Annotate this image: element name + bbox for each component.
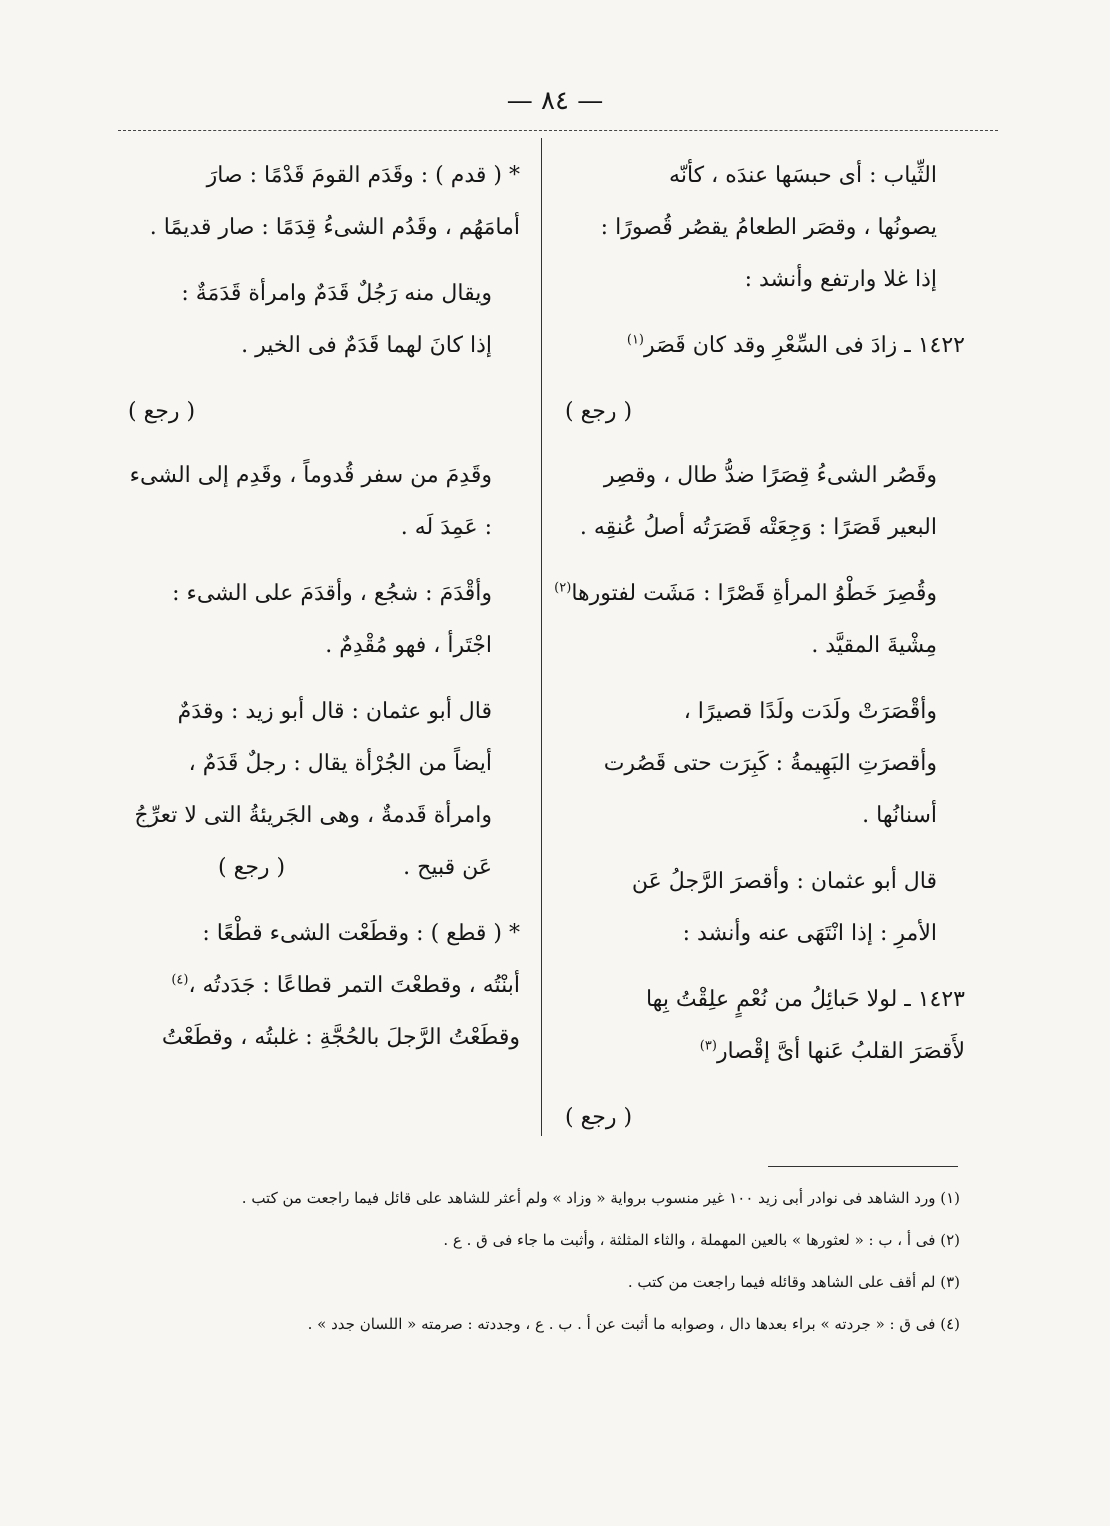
paragraph <box>128 686 520 894</box>
page-number: — ٨٤ — <box>506 86 604 116</box>
footnote-ref: (١) <box>626 332 644 348</box>
footnote-rule <box>768 1166 958 1167</box>
text-line: عَن قبيح . <box>403 855 492 880</box>
text-line: : عَمِدَ لَه . <box>400 515 492 540</box>
return-marker: ( رجع ) <box>565 1105 633 1130</box>
text-line: إذا كانَ لهما قَدَمٌ فى الخير . <box>241 333 492 358</box>
text-line: أيضاً من الجُرْأة يقال : رجلٌ قَدَمٌ ، <box>188 751 492 776</box>
text-line: الثِّياب : أى حبسَها عندَه ، كأنّه <box>669 163 937 188</box>
paragraph <box>128 150 520 254</box>
text-line: اجْتَرأ ، فهو مُقْدِمٌ . <box>325 633 492 658</box>
paragraph <box>565 856 965 960</box>
text-line: الأمرِ : إذا انْتَهَى عنه وأنشد : <box>682 921 937 946</box>
paragraph <box>565 450 965 554</box>
footnote-ref: (٢) <box>554 580 572 596</box>
return-marker: ( رجع ) <box>218 855 286 880</box>
text-line: وامرأة قَدمةٌ ، وهى الجَريئةُ التى لا تعرِّجُ <box>134 803 492 828</box>
text-line: إذا غلا وارتفع وأنشد : <box>744 267 937 292</box>
text-line: أسنانُها . <box>862 803 937 828</box>
verse-line <box>565 974 965 1078</box>
footnote-ref: (٤) <box>171 972 189 988</box>
left-column <box>128 150 520 1078</box>
text-line: ١٤٢٣ ـ لولا حَبائِلُ من نُعْمٍ علِقْتُ بِها <box>645 987 965 1012</box>
text-line: وأقْصَرَتْ ولَدَت ولَدًا قصيرًا ، <box>683 699 937 724</box>
text-line: مِشْيةَ المقيَّد . <box>811 633 937 658</box>
footnotes <box>138 1182 960 1350</box>
text-line: وقطَعْتُ الرَّجلَ بالحُجَّةِ : غلبتُه ، وقطَعْتُ <box>161 1025 520 1050</box>
text-line: ١٤٢٢ ـ زادَ فى السِّعْرِ وقد كان قَصَر <box>644 333 965 358</box>
text-line: لأَقصَرَ القلبُ عَنها أىَّ إقْصار <box>716 1039 965 1064</box>
text-line: * ( قدم ) : وقَدَم القومَ قَدْمًا : صارَ <box>206 163 520 188</box>
text-line: وقُصِرَ خَطْوُ المرأةِ قَصْرًا : مَشَت لفتورها <box>571 581 937 606</box>
paragraph <box>128 450 520 554</box>
paragraph <box>128 908 520 1064</box>
text-line: قال أبو عثمان : وأقصرَ الرَّجلُ عَن <box>631 869 937 894</box>
text-line: وقَدِمَ من سفر قُدوماً ، وقَدِم إلى الشىء <box>129 463 492 488</box>
footnote: (٣) لم أقف على الشاهد وقائله فيما راجعت من كتب . <box>627 1273 960 1291</box>
text-line: أبنْتُه ، وقطعْتَ التمر قطاعًا : جَدَدتُه ، <box>188 973 520 998</box>
footnote: (٤) فى ق : « جردته » براء بعدها دال ، وصوابه ما أثبت عن أ . ب . ع ، وجددته : صرمته « اللسان جدد » . <box>307 1315 960 1333</box>
text-line: يصونُها ، وقصَر الطعامُ يقصُر قُصورًا : <box>600 215 937 240</box>
footnote: (١) ورد الشاهد فى نوادر أبى زيد ١٠٠ غير منسوب برواية « وزاد » ولم أعثر للشاهد على قائل فيما راجعت من كتب . <box>241 1189 960 1207</box>
return-marker: ( رجع ) <box>565 399 633 424</box>
paragraph <box>128 568 520 672</box>
right-column <box>554 150 965 1156</box>
paragraph <box>565 686 965 842</box>
paragraph <box>128 268 520 372</box>
text-line: البعير قَصَرًا : وَجِعَتْه قَصَرَتُه أصلُ عُنقِه . <box>579 515 937 540</box>
verse-line <box>565 320 965 372</box>
text-line: وأقصرَتِ البَهِيمةُ : كَبِرَت حتى قَصُرت <box>603 751 937 776</box>
text-line: ويقال منه رَجُلٌ قَدَمٌ وامرأة قَدَمَةٌ : <box>181 281 492 306</box>
text-line: * ( قطع ) : وقطَعْت الشىء قطْعًا : <box>202 921 520 946</box>
footnote: (٢) فى أ ، ب : « لعثورها » بالعين المهملة ، والثاء المثلثة ، وأثبت ما جاء فى ق . ع . <box>443 1231 960 1249</box>
paragraph <box>554 568 965 672</box>
text-line: وأقْدَمَ : شجُع ، وأقدَمَ على الشىء : <box>172 581 492 606</box>
text-line: قال أبو عثمان : قال أبو زيد : وقدَمٌ <box>177 699 492 724</box>
header-rule <box>118 130 998 131</box>
footnote-ref: (٣) <box>699 1038 717 1054</box>
text-line: وقَصُر الشىءُ قِصَرًا ضدُّ طال ، وقصِر <box>603 463 937 488</box>
text-line: أمامَهُم ، وقَدُم الشىءُ قِدَمًا : صار قديمًا . <box>149 215 520 240</box>
column-divider <box>541 138 542 1136</box>
paragraph <box>565 150 965 306</box>
return-marker: ( رجع ) <box>128 399 196 424</box>
